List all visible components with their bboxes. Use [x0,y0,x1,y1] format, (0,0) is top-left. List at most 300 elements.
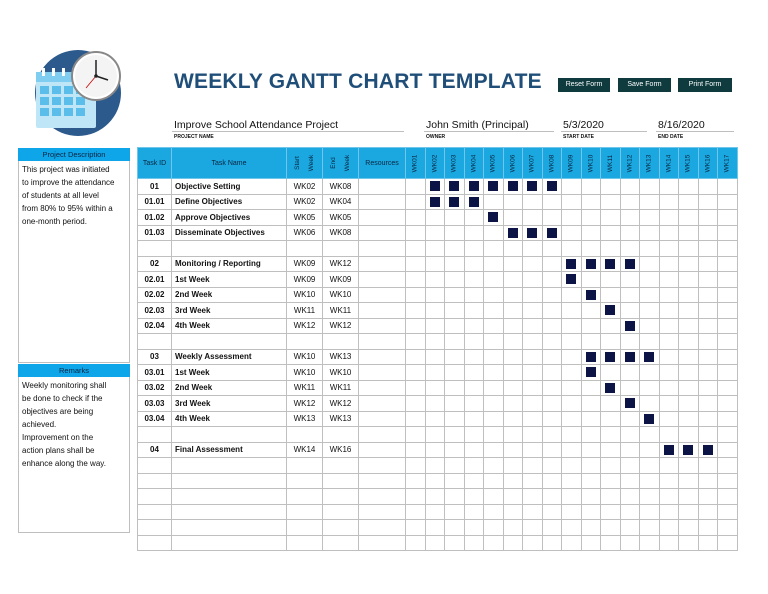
start-week-cell[interactable]: WK02 [287,194,323,210]
task-name-cell[interactable]: 2nd Week [172,380,287,396]
week-cell[interactable] [640,194,660,210]
week-cell[interactable] [679,303,699,319]
task-name-cell[interactable] [172,504,287,520]
week-cell[interactable] [640,303,660,319]
resources-cell[interactable] [359,380,406,396]
week-cell[interactable] [679,179,699,195]
week-cell[interactable] [503,349,523,365]
week-cell[interactable] [484,210,504,226]
week-cell[interactable] [484,411,504,427]
task-id-cell[interactable]: 01.01 [138,194,172,210]
resources-cell[interactable] [359,442,406,458]
save-form-button[interactable]: Save Form [618,78,671,92]
task-name-cell[interactable] [172,334,287,350]
resources-cell[interactable] [359,334,406,350]
week-cell[interactable] [484,489,504,505]
week-cell[interactable] [659,349,679,365]
week-cell[interactable] [620,411,640,427]
week-cell[interactable] [620,318,640,334]
week-cell[interactable] [581,179,601,195]
resources-cell[interactable] [359,396,406,412]
week-cell[interactable] [503,179,523,195]
week-cell[interactable] [503,520,523,536]
week-cell[interactable] [484,365,504,381]
start-week-cell[interactable]: WK09 [287,256,323,272]
week-cell[interactable] [464,535,484,551]
task-id-cell[interactable]: 03 [138,349,172,365]
start-week-cell[interactable]: WK09 [287,272,323,288]
task-id-cell[interactable] [138,241,172,257]
week-cell[interactable] [698,504,718,520]
end-week-cell[interactable]: WK12 [323,256,359,272]
week-cell[interactable] [542,442,562,458]
week-cell[interactable] [601,473,621,489]
task-name-cell[interactable] [172,535,287,551]
week-cell[interactable] [425,194,445,210]
week-cell[interactable] [698,396,718,412]
week-cell[interactable] [640,427,660,443]
task-name-cell[interactable]: 3rd Week [172,396,287,412]
week-cell[interactable] [445,318,465,334]
resources-cell[interactable] [359,427,406,443]
week-cell[interactable] [718,303,738,319]
week-cell[interactable] [484,303,504,319]
week-cell[interactable] [601,380,621,396]
task-id-cell[interactable]: 01.02 [138,210,172,226]
week-cell[interactable] [406,210,426,226]
week-cell[interactable] [679,427,699,443]
week-cell[interactable] [523,225,543,241]
resources-cell[interactable] [359,458,406,474]
resources-cell[interactable] [359,318,406,334]
week-cell[interactable] [425,303,445,319]
week-cell[interactable] [542,334,562,350]
week-cell[interactable] [445,225,465,241]
week-cell[interactable] [425,458,445,474]
week-cell[interactable] [679,504,699,520]
week-cell[interactable] [503,210,523,226]
week-cell[interactable] [601,241,621,257]
week-cell[interactable] [718,365,738,381]
week-cell[interactable] [464,365,484,381]
week-cell[interactable] [562,504,582,520]
task-id-cell[interactable] [138,520,172,536]
week-cell[interactable] [640,272,660,288]
week-cell[interactable] [484,380,504,396]
week-cell[interactable] [659,535,679,551]
task-name-cell[interactable] [172,241,287,257]
week-cell[interactable] [640,210,660,226]
week-cell[interactable] [542,179,562,195]
print-form-button[interactable]: Print Form [678,78,732,92]
week-cell[interactable] [425,365,445,381]
task-name-cell[interactable]: 1st Week [172,365,287,381]
week-cell[interactable] [659,272,679,288]
start-week-cell[interactable] [287,535,323,551]
week-cell[interactable] [445,380,465,396]
resources-cell[interactable] [359,504,406,520]
week-cell[interactable] [406,225,426,241]
start-date[interactable]: 5/3/2020 [563,119,604,131]
task-name-cell[interactable]: Weekly Assessment [172,349,287,365]
week-cell[interactable] [464,318,484,334]
week-cell[interactable] [620,535,640,551]
week-cell[interactable] [679,458,699,474]
week-cell[interactable] [620,334,640,350]
week-cell[interactable] [659,194,679,210]
week-cell[interactable] [679,365,699,381]
week-cell[interactable] [640,380,660,396]
week-cell[interactable] [581,334,601,350]
week-cell[interactable] [503,225,523,241]
end-week-cell[interactable]: WK08 [323,179,359,195]
week-cell[interactable] [562,365,582,381]
week-cell[interactable] [640,256,660,272]
start-week-cell[interactable] [287,504,323,520]
week-cell[interactable] [620,520,640,536]
week-cell[interactable] [640,458,660,474]
week-cell[interactable] [718,179,738,195]
week-cell[interactable] [406,380,426,396]
week-cell[interactable] [503,489,523,505]
week-cell[interactable] [562,442,582,458]
week-cell[interactable] [659,442,679,458]
week-cell[interactable] [659,411,679,427]
week-cell[interactable] [698,365,718,381]
week-cell[interactable] [718,473,738,489]
resources-cell[interactable] [359,225,406,241]
week-cell[interactable] [562,241,582,257]
week-cell[interactable] [679,396,699,412]
start-week-cell[interactable]: WK10 [287,287,323,303]
week-cell[interactable] [679,349,699,365]
week-cell[interactable] [523,365,543,381]
week-cell[interactable] [601,303,621,319]
week-cell[interactable] [425,396,445,412]
week-cell[interactable] [484,225,504,241]
week-cell[interactable] [601,489,621,505]
week-cell[interactable] [542,210,562,226]
week-cell[interactable] [659,489,679,505]
week-cell[interactable] [601,411,621,427]
week-cell[interactable] [464,458,484,474]
week-cell[interactable] [601,179,621,195]
task-id-cell[interactable]: 03.01 [138,365,172,381]
week-cell[interactable] [542,303,562,319]
week-cell[interactable] [679,411,699,427]
week-cell[interactable] [503,318,523,334]
week-cell[interactable] [698,473,718,489]
week-cell[interactable] [503,473,523,489]
start-week-cell[interactable] [287,473,323,489]
week-cell[interactable] [406,318,426,334]
week-cell[interactable] [464,427,484,443]
task-id-cell[interactable] [138,427,172,443]
week-cell[interactable] [425,411,445,427]
week-cell[interactable] [620,256,640,272]
week-cell[interactable] [542,256,562,272]
week-cell[interactable] [679,473,699,489]
week-cell[interactable] [503,380,523,396]
week-cell[interactable] [640,334,660,350]
week-cell[interactable] [484,179,504,195]
week-cell[interactable] [425,287,445,303]
week-cell[interactable] [659,334,679,350]
week-cell[interactable] [601,287,621,303]
resources-cell[interactable] [359,287,406,303]
week-cell[interactable] [718,318,738,334]
week-cell[interactable] [698,442,718,458]
week-cell[interactable] [503,535,523,551]
week-cell[interactable] [659,473,679,489]
end-week-cell[interactable] [323,504,359,520]
week-cell[interactable] [484,241,504,257]
week-cell[interactable] [484,504,504,520]
week-cell[interactable] [640,241,660,257]
end-week-cell[interactable]: WK12 [323,396,359,412]
week-cell[interactable] [445,411,465,427]
start-week-cell[interactable]: WK10 [287,365,323,381]
week-cell[interactable] [718,489,738,505]
week-cell[interactable] [562,334,582,350]
week-cell[interactable] [503,303,523,319]
week-cell[interactable] [406,334,426,350]
week-cell[interactable] [425,473,445,489]
resources-cell[interactable] [359,535,406,551]
week-cell[interactable] [659,396,679,412]
week-cell[interactable] [659,179,679,195]
start-week-cell[interactable]: WK12 [287,396,323,412]
week-cell[interactable] [718,256,738,272]
end-week-cell[interactable]: WK11 [323,380,359,396]
week-cell[interactable] [698,427,718,443]
resources-cell[interactable] [359,241,406,257]
week-cell[interactable] [679,241,699,257]
week-cell[interactable] [581,272,601,288]
week-cell[interactable] [601,349,621,365]
week-cell[interactable] [659,287,679,303]
week-cell[interactable] [581,256,601,272]
end-week-cell[interactable] [323,520,359,536]
week-cell[interactable] [503,442,523,458]
start-week-cell[interactable] [287,489,323,505]
week-cell[interactable] [718,427,738,443]
week-cell[interactable] [542,349,562,365]
week-cell[interactable] [445,504,465,520]
week-cell[interactable] [679,272,699,288]
week-cell[interactable] [542,287,562,303]
start-week-cell[interactable]: WK11 [287,380,323,396]
task-name-cell[interactable] [172,458,287,474]
week-cell[interactable] [523,272,543,288]
week-cell[interactable] [464,334,484,350]
week-cell[interactable] [698,287,718,303]
start-week-cell[interactable]: WK11 [287,303,323,319]
week-cell[interactable] [562,396,582,412]
week-cell[interactable] [542,365,562,381]
week-cell[interactable] [640,442,660,458]
week-cell[interactable] [542,380,562,396]
task-name-cell[interactable]: Approve Objectives [172,210,287,226]
week-cell[interactable] [718,535,738,551]
project-owner[interactable]: John Smith (Principal) [426,119,529,131]
week-cell[interactable] [562,489,582,505]
week-cell[interactable] [698,489,718,505]
week-cell[interactable] [542,520,562,536]
week-cell[interactable] [562,179,582,195]
reset-form-button[interactable]: Reset Form [558,78,610,92]
week-cell[interactable] [484,535,504,551]
week-cell[interactable] [425,334,445,350]
task-name-cell[interactable]: 3rd Week [172,303,287,319]
week-cell[interactable] [581,458,601,474]
week-cell[interactable] [523,241,543,257]
week-cell[interactable] [542,535,562,551]
week-cell[interactable] [464,241,484,257]
week-cell[interactable] [445,303,465,319]
week-cell[interactable] [601,365,621,381]
week-cell[interactable] [464,473,484,489]
week-cell[interactable] [601,458,621,474]
week-cell[interactable] [464,303,484,319]
week-cell[interactable] [679,256,699,272]
week-cell[interactable] [679,535,699,551]
week-cell[interactable] [406,365,426,381]
week-cell[interactable] [425,256,445,272]
week-cell[interactable] [503,287,523,303]
week-cell[interactable] [620,504,640,520]
week-cell[interactable] [464,272,484,288]
week-cell[interactable] [542,489,562,505]
week-cell[interactable] [581,365,601,381]
end-week-cell[interactable]: WK05 [323,210,359,226]
week-cell[interactable] [562,473,582,489]
task-id-cell[interactable]: 02.02 [138,287,172,303]
week-cell[interactable] [445,194,465,210]
start-week-cell[interactable] [287,520,323,536]
week-cell[interactable] [503,365,523,381]
week-cell[interactable] [640,318,660,334]
week-cell[interactable] [523,194,543,210]
week-cell[interactable] [601,334,621,350]
week-cell[interactable] [601,272,621,288]
week-cell[interactable] [581,303,601,319]
week-cell[interactable] [620,303,640,319]
start-week-cell[interactable] [287,427,323,443]
resources-cell[interactable] [359,473,406,489]
week-cell[interactable] [581,380,601,396]
week-cell[interactable] [484,473,504,489]
week-cell[interactable] [718,458,738,474]
start-week-cell[interactable] [287,458,323,474]
week-cell[interactable] [659,241,679,257]
week-cell[interactable] [718,520,738,536]
week-cell[interactable] [523,303,543,319]
week-cell[interactable] [679,442,699,458]
week-cell[interactable] [620,194,640,210]
week-cell[interactable] [464,349,484,365]
resources-cell[interactable] [359,489,406,505]
task-id-cell[interactable] [138,504,172,520]
end-week-cell[interactable] [323,458,359,474]
week-cell[interactable] [445,349,465,365]
week-cell[interactable] [523,334,543,350]
start-week-cell[interactable]: WK13 [287,411,323,427]
week-cell[interactable] [425,318,445,334]
week-cell[interactable] [601,396,621,412]
end-week-cell[interactable]: WK12 [323,318,359,334]
week-cell[interactable] [503,272,523,288]
task-name-cell[interactable] [172,489,287,505]
week-cell[interactable] [523,458,543,474]
week-cell[interactable] [679,520,699,536]
week-cell[interactable] [464,396,484,412]
week-cell[interactable] [620,365,640,381]
week-cell[interactable] [523,535,543,551]
week-cell[interactable] [503,504,523,520]
week-cell[interactable] [601,225,621,241]
resources-cell[interactable] [359,303,406,319]
week-cell[interactable] [445,334,465,350]
task-id-cell[interactable]: 02 [138,256,172,272]
week-cell[interactable] [659,380,679,396]
week-cell[interactable] [503,396,523,412]
week-cell[interactable] [464,225,484,241]
week-cell[interactable] [562,210,582,226]
task-name-cell[interactable] [172,473,287,489]
week-cell[interactable] [445,489,465,505]
week-cell[interactable] [679,287,699,303]
week-cell[interactable] [601,318,621,334]
week-cell[interactable] [698,520,718,536]
resources-cell[interactable] [359,520,406,536]
week-cell[interactable] [640,535,660,551]
week-cell[interactable] [523,380,543,396]
week-cell[interactable] [640,287,660,303]
week-cell[interactable] [718,241,738,257]
week-cell[interactable] [542,194,562,210]
week-cell[interactable] [581,520,601,536]
week-cell[interactable] [542,504,562,520]
week-cell[interactable] [445,365,465,381]
week-cell[interactable] [581,210,601,226]
week-cell[interactable] [562,427,582,443]
task-id-cell[interactable]: 02.03 [138,303,172,319]
week-cell[interactable] [698,225,718,241]
start-week-cell[interactable]: WK05 [287,210,323,226]
week-cell[interactable] [503,256,523,272]
week-cell[interactable] [581,396,601,412]
week-cell[interactable] [718,194,738,210]
week-cell[interactable] [406,520,426,536]
week-cell[interactable] [659,303,679,319]
week-cell[interactable] [562,318,582,334]
week-cell[interactable] [406,272,426,288]
week-cell[interactable] [484,334,504,350]
week-cell[interactable] [698,241,718,257]
week-cell[interactable] [503,194,523,210]
week-cell[interactable] [698,349,718,365]
week-cell[interactable] [581,225,601,241]
week-cell[interactable] [698,179,718,195]
task-name-cell[interactable] [172,427,287,443]
week-cell[interactable] [640,489,660,505]
week-cell[interactable] [445,241,465,257]
week-cell[interactable] [484,256,504,272]
week-cell[interactable] [484,194,504,210]
week-cell[interactable] [679,334,699,350]
week-cell[interactable] [581,318,601,334]
